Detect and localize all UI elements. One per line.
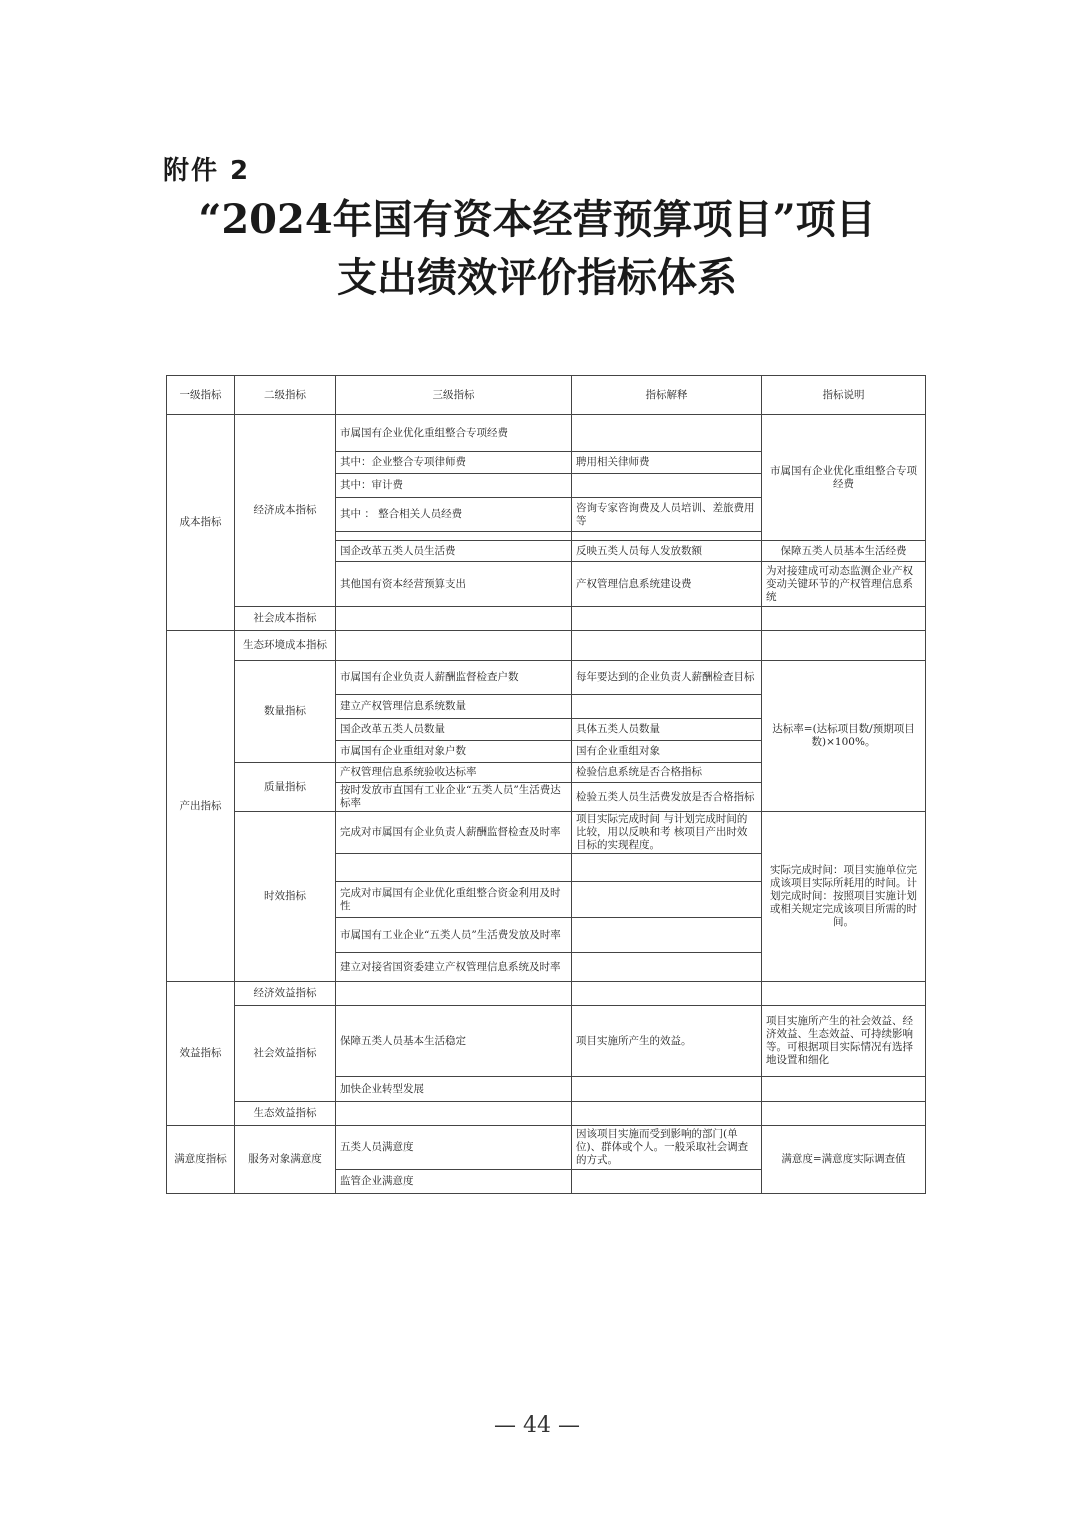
note-cell (762, 1102, 926, 1126)
explanation-cell (572, 1102, 762, 1126)
level2-economic-benefit: 经济效益指标 (235, 982, 336, 1006)
level2-social-cost: 社会成本指标 (235, 607, 336, 631)
header-note: 指标说明 (762, 376, 926, 415)
level3-cell: 其中：审计费 (336, 474, 572, 498)
level3-cell: 市属国有工业企业“五类人员”生活费发放及时率 (336, 918, 572, 953)
level2-timeliness: 时效指标 (235, 812, 336, 982)
level3-cell (336, 532, 572, 541)
explanation-cell (572, 474, 762, 498)
note-cell (762, 607, 926, 631)
level3-cell: 其他国有资本经营预算支出 (336, 562, 572, 607)
attachment-label: 附件 2 (163, 156, 251, 186)
explanation-cell (572, 854, 762, 882)
explanation-cell: 咨询专家咨询费及人员培训、差旅费用等 (572, 498, 762, 532)
note-cell: 实际完成时间：项目实施单位完成该项目实际所耗用的时间。计划完成时间：按照项目实施计划或相关规定完成该项目所需的时间。 (762, 812, 926, 982)
explanation-cell: 因该项目实施而受到影响的部门(单位)、群体或个人。一般采取社会调查的方式。 (572, 1126, 762, 1170)
explanation-cell: 项目实际完成时间 与计划完成时间的比较，用以反映和考 核项目产出时效目标的实现程度。 (572, 812, 762, 854)
level3-cell (336, 1102, 572, 1126)
level3-cell (336, 854, 572, 882)
table-row (167, 661, 926, 695)
table-row (167, 415, 926, 452)
level3-cell: 国企改革五类人员生活费 (336, 541, 572, 562)
explanation-cell (572, 982, 762, 1006)
level2-social-benefit: 社会效益指标 (235, 1006, 336, 1102)
document-title-line1: “2024年国有资本经营预算项目”项目 (198, 196, 876, 243)
note-cell: 达标率=(达标项目数/预期项目数)×100%。 (762, 661, 926, 812)
level3-cell: 按时发放市直国有工业企业“五类人员”生活费达标率 (336, 783, 572, 812)
note-cell: 满意度=满意度实际调查值 (762, 1126, 926, 1194)
level3-cell: 市属国有企业优化重组整合专项经费 (336, 415, 572, 452)
explanation-cell (572, 953, 762, 982)
explanation-cell: 检验信息系统是否合格指标 (572, 763, 762, 783)
table-row (167, 1006, 926, 1077)
explanation-cell: 聘用相关律师费 (572, 452, 762, 474)
note-cell: 保障五类人员基本生活经费 (762, 541, 926, 562)
explanation-cell: 检验五类人员生活费发放是否合格指标 (572, 783, 762, 812)
explanation-cell (572, 918, 762, 953)
level3-cell (336, 607, 572, 631)
table-header-row (167, 376, 926, 415)
explanation-cell (572, 1170, 762, 1194)
level3-cell: 保障五类人员基本生活稳定 (336, 1006, 572, 1077)
note-cell: 市属国有企业优化重组整合专项经费 (762, 415, 926, 541)
note-cell (762, 1077, 926, 1102)
level1-cost: 成本指标 (167, 415, 235, 631)
level3-cell: 建立对接省国资委建立产权管理信息系统及时率 (336, 953, 572, 982)
explanation-cell: 反映五类人员每人发放数额 (572, 541, 762, 562)
level3-cell: 其中 ： 整合相关人员经费 (336, 498, 572, 532)
level2-eco-env-cost: 生态环境成本指标 (235, 631, 336, 661)
page-number: — 44 — (494, 1413, 580, 1438)
explanation-cell: 具体五类人员数量 (572, 719, 762, 741)
level1-satisfaction: 满意度指标 (167, 1126, 235, 1194)
level3-cell: 市属国有企业重组对象户数 (336, 741, 572, 763)
level3-cell: 其中：企业整合专项律师费 (336, 452, 572, 474)
explanation-cell: 每年要达到的企业负责人薪酬检查目标 (572, 661, 762, 695)
explanation-cell (572, 415, 762, 452)
level2-ecological-benefit: 生态效益指标 (235, 1102, 336, 1126)
note-cell (762, 631, 926, 661)
level3-cell: 建立产权管理信息系统数量 (336, 695, 572, 719)
level3-cell: 产权管理信息系统验收达标率 (336, 763, 572, 783)
explanation-cell (572, 607, 762, 631)
table-row (167, 1102, 926, 1126)
note-cell: 为对接建成可动态监测企业产权变动关键环节的产权管理信息系统 (762, 562, 926, 607)
header-explanation: 指标解释 (572, 376, 762, 415)
indicator-table (166, 375, 926, 1194)
level3-cell: 国企改革五类人员数量 (336, 719, 572, 741)
table-row (167, 812, 926, 854)
explanation-cell: 国有企业重组对象 (572, 741, 762, 763)
level1-benefit: 效益指标 (167, 982, 235, 1126)
level3-cell (336, 631, 572, 661)
explanation-cell: 项目实施所产生的效益。 (572, 1006, 762, 1077)
level3-cell: 完成对市属国有企业负责人薪酬监督检查及时率 (336, 812, 572, 854)
explanation-cell (572, 882, 762, 918)
explanation-cell: 产权管理信息系统建设费 (572, 562, 762, 607)
level2-economic-cost: 经济成本指标 (235, 415, 336, 607)
level3-cell: 市属国有企业负责人薪酬监督检查户数 (336, 661, 572, 695)
level2-service-satisfaction: 服务对象满意度 (235, 1126, 336, 1194)
table-row (167, 1126, 926, 1170)
table-row (167, 982, 926, 1006)
header-level2: 二级指标 (235, 376, 336, 415)
explanation-cell (572, 631, 762, 661)
note-cell: 项目实施所产生的社会效益、经济效益、生态效益、可持续影响等。可根据项目实际情况有选择地设置和细化 (762, 1006, 926, 1077)
level3-cell: 五类人员满意度 (336, 1126, 572, 1170)
level3-cell (336, 982, 572, 1006)
table-row (167, 607, 926, 631)
explanation-cell (572, 1077, 762, 1102)
note-cell (762, 982, 926, 1006)
level3-cell: 监管企业满意度 (336, 1170, 572, 1194)
table-row (167, 631, 926, 661)
level3-cell: 完成对市属国有企业优化重组整合资金利用及时性 (336, 882, 572, 918)
explanation-cell (572, 532, 762, 541)
header-level3: 三级指标 (336, 376, 572, 415)
explanation-cell (572, 695, 762, 719)
header-level1: 一级指标 (167, 376, 235, 415)
level3-cell: 加快企业转型发展 (336, 1077, 572, 1102)
level2-quality: 质量指标 (235, 763, 336, 812)
document-title-line2: 支出绩效评价指标体系 (337, 254, 737, 301)
level2-quantity: 数量指标 (235, 661, 336, 763)
level1-output: 产出指标 (167, 631, 235, 982)
